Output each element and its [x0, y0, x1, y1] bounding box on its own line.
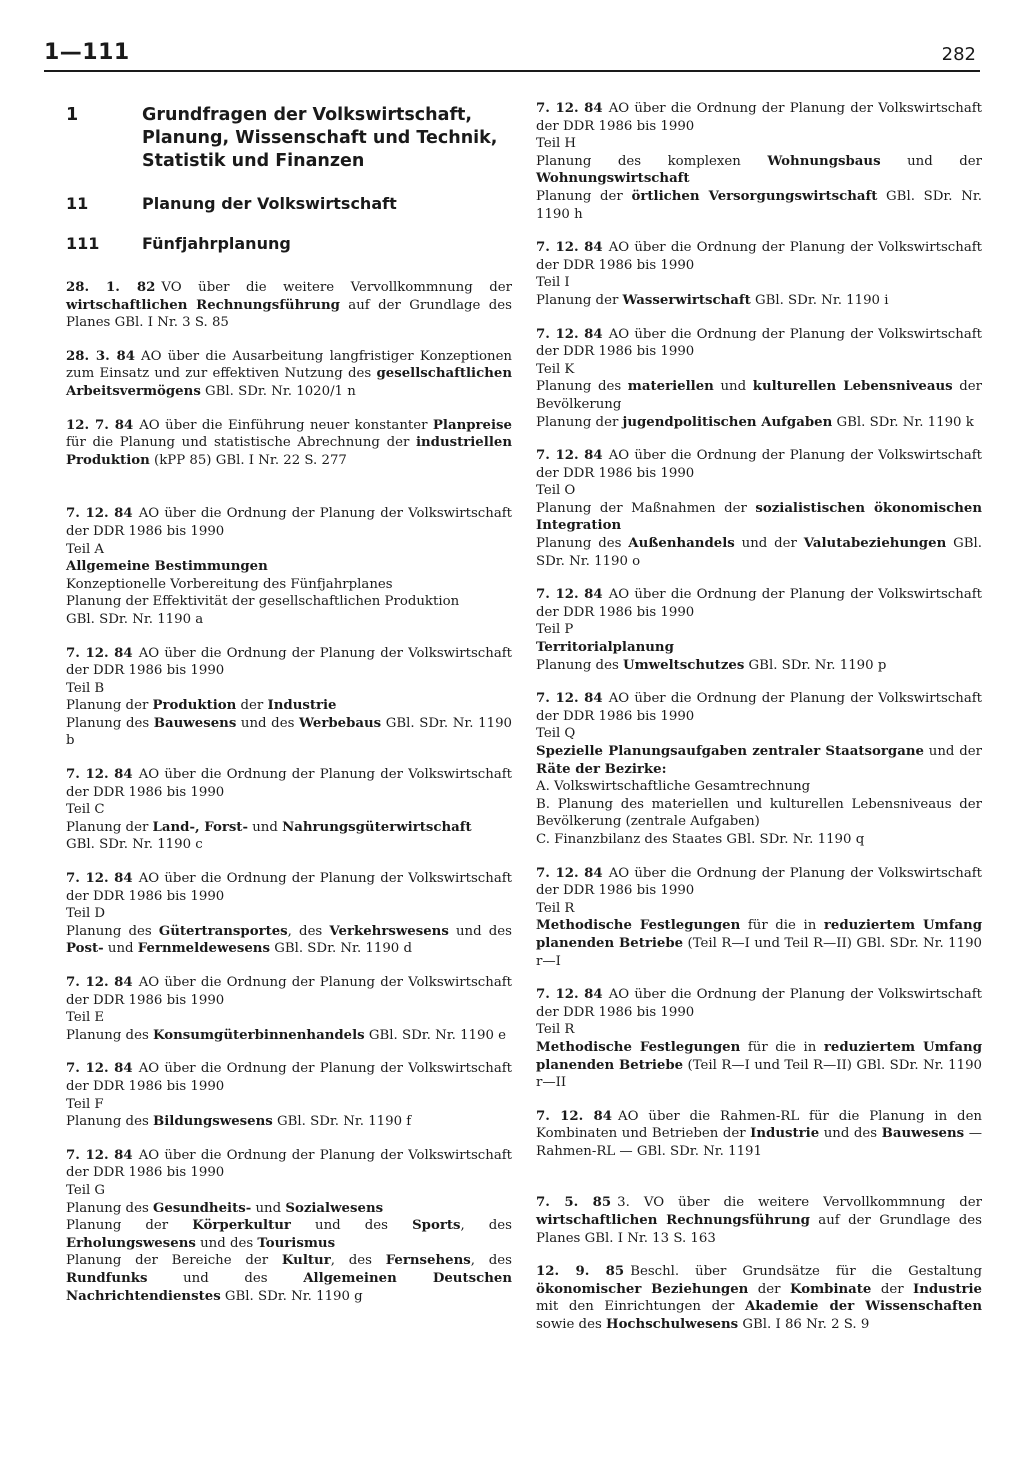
law-entry: 7. 12. 84 AO über die Ordnung der Planung der Volkswirtschaft der DDR 1986 bis 1990 Teil E Planung des Konsumgüterbinnenhandels GBl. SDr. Nr. 1190 e — [66, 975, 513, 1043]
entry-date: 7. 12. 84 — [66, 506, 133, 522]
law-entry: 7. 12. 84 AO über die Ordnung der Planung der Volkswirtschaft der DDR 1986 bis 1990 Teil H Planung des komplexen Wohnungsbaus und der Wohnungswirtschaft Planung der örtlichen Versorgungswirtschaft GBl. SDr. Nr. 1190 h — [536, 101, 983, 222]
heading-number: 1 — [66, 105, 79, 125]
law-entry: 7. 12. 84 AO über die Ordnung der Planung der Volkswirtschaft der DDR 1986 bis 1990 Teil R Methodische Festlegungen für die in reduziertem Umfang planenden Betriebe (Teil R—I und Teil R—II) GBl. SDr. Nr. 1190 r—II — [536, 987, 983, 1091]
entry-date: 7. 12. 84 — [66, 1061, 133, 1077]
entry-date: 7. 12. 84 — [536, 865, 603, 881]
heading-level-2 — [66, 193, 512, 215]
entry-date: 7. 12. 84 — [536, 448, 603, 464]
entry-date: 7. 12. 84 — [66, 1147, 133, 1163]
law-entry: 7. 12. 84 AO über die Ordnung der Planung der Volkswirtschaft der DDR 1986 bis 1990 Teil A Allgemeine Bestimmungen Konzeptionelle Vorbereitung des Fünfjahrplanes Planung der Effektivität der gesellschaftlichen Produktion GBl. SDr. Nr. 1190 a — [66, 506, 513, 627]
law-entry: 7. 12. 84 AO über die Ordnung der Planung der Volkswirtschaft der DDR 1986 bis 1990 Teil K Planung des materiellen und kulturellen Lebensniveaus der Bevölkerung Planung der jugendpolitischen Aufgaben GBl. SDr. Nr. 1190 k — [536, 326, 983, 430]
entry-date: 28. 1. 82 — [66, 280, 156, 295]
right-column — [536, 100, 982, 1350]
heading-text: Planung der Volkswirtschaft — [142, 194, 397, 213]
law-entry: 12. 9. 85 Beschl. über Grundsätze für die Gestaltung ökonomischer Beziehungen der Kombinate der Industrie mit den Einrichtungen der Akademie der Wissenschaften sowie des Hochschulwesens GBl. I 86 Nr. 2 S. 9 — [536, 1264, 983, 1333]
law-entry: 28. 1. 82 VO über die weitere Vervollkommnung der wirtschaftlichen Rechnungsführung auf der Grundlage des Planes GBl. I Nr. 3 S. 85 — [66, 280, 512, 331]
law-entry: 7. 12. 84 AO über die Ordnung der Planung der Volkswirtschaft der DDR 1986 bis 1990 Teil C Planung der Land-, Forst- und Nahrungsgüterwirtschaft GBl. SDr. Nr. 1190 c — [66, 767, 513, 853]
header-rule — [44, 70, 980, 72]
law-entry: 7. 12. 84 AO über die Ordnung der Planung der Volkswirtschaft der DDR 1986 bis 1990 Teil R Methodische Festlegungen für die in reduziertem Umfang planenden Betriebe (Teil R—I und Teil R—II) GBl. SDr. Nr. 1190 r—I — [536, 865, 983, 969]
entry-date: 7. 12. 84 — [66, 767, 133, 783]
entry-date: 12. 9. 85 — [536, 1264, 625, 1280]
entry-date: 7. 12. 84 — [536, 587, 603, 603]
entry-date: 7. 12. 84 — [536, 326, 603, 342]
page-number: 282 — [941, 44, 976, 65]
entry-date: 12. 7. 84 — [66, 417, 134, 433]
law-entry: 28. 3. 84 AO über die Ausarbeitung langfristiger Konzeptionen zum Einsatz und zur effektiven Nutzung des gesellschaftlichen Arbeitsvermögens GBl. SDr. Nr. 1020/1 n — [66, 348, 512, 399]
heading-level-1 — [66, 104, 512, 173]
left-column — [66, 100, 512, 1321]
entry-date: 7. 12. 84 — [66, 975, 133, 990]
law-entry: 7. 12. 84 AO über die Ordnung der Planung der Volkswirtschaft der DDR 1986 bis 1990 Teil Q Spezielle Planungsaufgaben zentraler Staatsorgane und der Räte der Bezirke: A. Volkswirtschaftliche Gesamtrechnung B. Planung des materiellen und kulturellen Lebensniveaus der Bevölkerung (zentrale Aufgaben) C. Finanzbilanz des Staates GBl. SDr. Nr. 1190 q — [536, 691, 983, 847]
heading-level-3 — [66, 233, 512, 255]
entry-date: 7. 12. 84 — [66, 645, 133, 661]
law-entry: 7. 12. 84 AO über die Ordnung der Planung der Volkswirtschaft der DDR 1986 bis 1990 Teil P Territorialplanung Planung des Umweltschutzes GBl. SDr. Nr. 1190 p — [536, 587, 983, 673]
law-entry: 7. 12. 84 AO über die Ordnung der Planung der Volkswirtschaft der DDR 1986 bis 1990 Teil F Planung des Bildungswesens GBl. SDr. Nr. 1190 f — [66, 1061, 513, 1130]
law-entry: 7. 12. 84 AO über die Rahmen-RL für die Planung in den Kombinaten und Betrieben der Industrie und des Bauwesens — Rahmen-RL — GBl. SDr. Nr. 1191 — [536, 1108, 982, 1159]
law-entry: 7. 12. 84 AO über die Ordnung der Planung der Volkswirtschaft der DDR 1986 bis 1990 Teil G Planung des Gesundheits- und Sozialwesens Planung der Körperkultur und des Sports, des Erholungswesens und des Tourismus Planung der Bereiche der Kultur, des Fernsehens, des Rundfunks und des Allgemeinen Deutschen Nachrichtendienstes GBl. SDr. Nr. 1190 g — [66, 1147, 513, 1304]
entry-date: 7. 12. 84 — [536, 240, 603, 256]
entry-date: 7. 12. 84 — [536, 101, 603, 116]
law-entry: 7. 12. 84 AO über die Ordnung der Planung der Volkswirtschaft der DDR 1986 bis 1990 Teil D Planung des Gütertransportes, des Verkehrswesens und des Post- und Fernmeldewesens GBl. SDr. Nr. 1190 d — [66, 871, 513, 957]
entry-date: 7. 5. 85 — [536, 1195, 612, 1211]
law-entry: 12. 7. 84 AO über die Einführung neuer konstanter Planpreise für die Planung und statistische Abrechnung der industriellen Produktion (kPP 85) GBl. I Nr. 22 S. 277 — [66, 417, 512, 468]
entry-date: 28. 3. 84 — [66, 348, 135, 364]
heading-number: 11 — [66, 194, 89, 213]
heading-number: 111 — [66, 234, 100, 253]
entry-date: 7. 12. 84 — [536, 987, 603, 1003]
heading-text: Fünfjahrplanung — [142, 234, 291, 253]
law-entry: 7. 12. 84 AO über die Ordnung der Planung der Volkswirtschaft der DDR 1986 bis 1990 Teil I Planung der Wasserwirtschaft GBl. SDr. Nr. 1190 i — [536, 240, 983, 308]
entry-date: 7. 12. 84 — [536, 691, 603, 707]
heading-text: Grundfragen der Volkswirtschaft, Planung, Wissenschaft und Technik, Statistik und Finanzen — [142, 105, 498, 171]
law-entry: 7. 12. 84 AO über die Ordnung der Planung der Volkswirtschaft der DDR 1986 bis 1990 Teil B Planung der Produktion der Industrie Planung des Bauwesens und des Werbebaus GBl. SDr. Nr. 1190 b — [66, 645, 513, 749]
section-code: 1—111 — [44, 40, 130, 65]
law-entry: 7. 5. 85 3. VO über die weitere Vervollkommnung der wirtschaftlichen Rechnungsführung auf der Grundlage des Planes GBl. I Nr. 13 S. 163 — [536, 1195, 982, 1246]
entry-date: 7. 12. 84 — [536, 1108, 613, 1124]
entry-date: 7. 12. 84 — [66, 871, 133, 887]
law-entry: 7. 12. 84 AO über die Ordnung der Planung der Volkswirtschaft der DDR 1986 bis 1990 Teil O Planung der Maßnahmen der sozialistischen ökonomischen Integration Planung des Außenhandels und der Valutabeziehungen GBl. SDr. Nr. 1190 o — [536, 448, 983, 569]
